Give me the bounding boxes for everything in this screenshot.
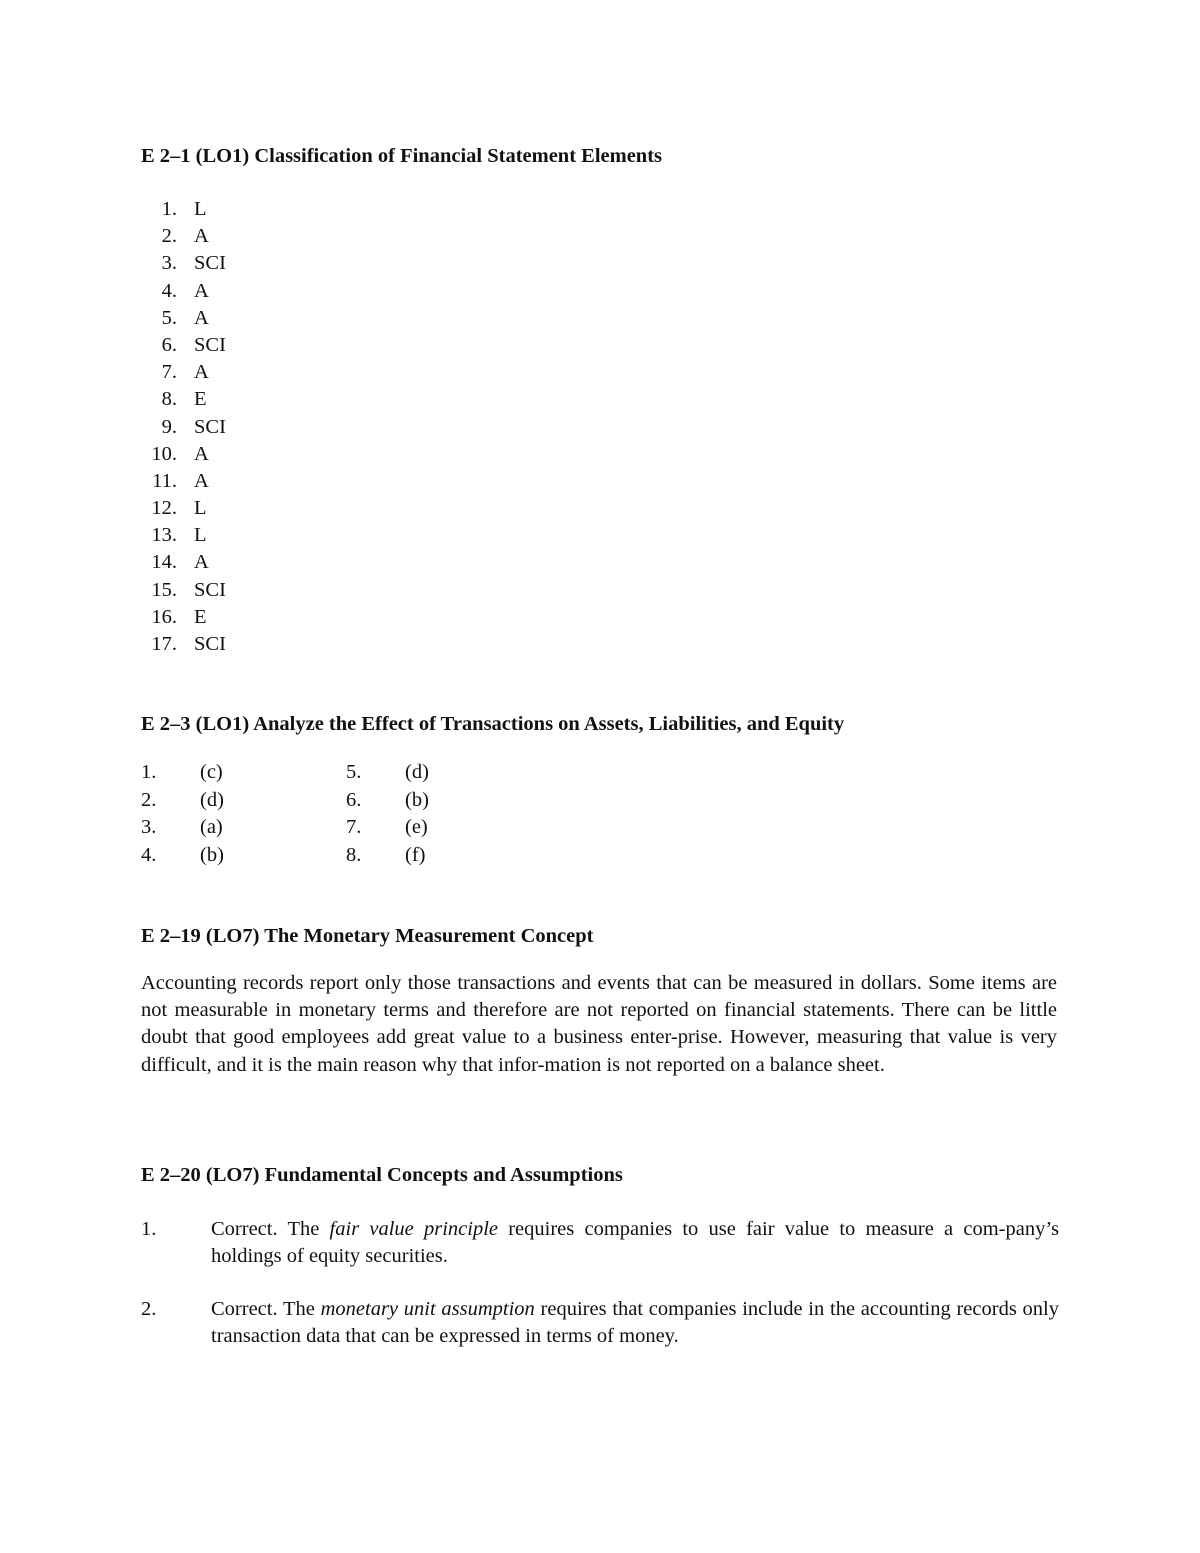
- item-text-rest: requires companies to use fair value to measure a com-pany’s holdings of equity securities.: [211, 1218, 1059, 1268]
- item-value: (f): [405, 843, 426, 866]
- list-item: [141, 250, 226, 277]
- list-item: [141, 278, 209, 305]
- classification-list: [141, 196, 226, 658]
- list-item: [141, 223, 209, 250]
- item-number: 8.: [161, 388, 177, 411]
- item-number: 1.: [141, 1218, 157, 1240]
- list-item: [141, 305, 209, 332]
- section-heading-e2-1: E 2–1 (LO1) Classification of Financial Statement Elements: [141, 145, 663, 167]
- item-value: (e): [405, 816, 428, 838]
- list-item: [141, 631, 226, 658]
- item-value: (d): [200, 788, 224, 811]
- item-number: 4.: [161, 279, 177, 302]
- item-number: 1.: [141, 761, 157, 783]
- item-text-lead: Correct. The: [211, 1218, 330, 1240]
- item-number: 14.: [151, 551, 177, 574]
- item-number: 5.: [346, 761, 362, 783]
- item-value: (b): [200, 843, 224, 866]
- list-item: [141, 495, 207, 522]
- item-value: A: [194, 279, 209, 302]
- list-item: [141, 577, 226, 604]
- list-item: [141, 196, 207, 223]
- item-number: 10.: [151, 442, 177, 465]
- item-number: 2.: [141, 1298, 157, 1320]
- item-value: SCI: [194, 415, 226, 438]
- item-number: 7.: [346, 816, 362, 838]
- item-number: 5.: [161, 306, 177, 329]
- monetary-paragraph: Accounting records report only those transactions and events that can be measured in dollars. Some items are not measurable in monetary terms and therefore are not reported on financial statements. There can be little doubt that good employees add great value to a business enter-prise. However, measuring that value is very difficult, and it is the main reason why that infor-mation is not reported on a balance sheet.: [141, 972, 1057, 1076]
- concept-term: fair value principle: [329, 1218, 499, 1240]
- item-value: A: [194, 442, 209, 465]
- item-number: 13.: [151, 524, 177, 547]
- item-text-lead: Correct. The: [211, 1298, 321, 1320]
- list-item: [141, 549, 209, 576]
- item-number: 3.: [141, 816, 157, 838]
- item-value: (a): [200, 816, 223, 838]
- item-value: A: [194, 306, 209, 329]
- item-value: L: [194, 497, 207, 520]
- item-number: 16.: [151, 605, 177, 628]
- section-heading-e2-19: E 2–19 (LO7) The Monetary Measurement Concept: [141, 925, 594, 947]
- item-number: 11.: [152, 469, 177, 492]
- item-value: SCI: [194, 333, 226, 356]
- item-text-rest: requires that companies include in the accounting records only transaction data that can be expressed in terms of money.: [211, 1298, 1059, 1348]
- item-number: 8.: [346, 843, 362, 866]
- item-number: 2.: [141, 788, 157, 811]
- item-number: 12.: [151, 497, 177, 520]
- list-item: [141, 386, 207, 413]
- item-text: [211, 1296, 1059, 1350]
- item-value: E: [194, 388, 207, 411]
- item-number: 17.: [151, 633, 177, 655]
- list-item: [141, 522, 207, 549]
- item-value: A: [194, 361, 209, 384]
- item-value: (b): [405, 788, 429, 811]
- list-item: [141, 604, 207, 631]
- item-value: E: [194, 605, 207, 628]
- item-number: 6.: [346, 788, 362, 811]
- item-number: 1.: [161, 198, 177, 220]
- list-item: [141, 468, 209, 495]
- item-number: 2.: [161, 225, 177, 248]
- item-number: 3.: [161, 252, 177, 275]
- item-number: 9.: [161, 415, 177, 438]
- item-value: SCI: [194, 252, 226, 275]
- list-item: [141, 414, 226, 441]
- item-value: SCI: [194, 633, 226, 655]
- item-value: A: [194, 469, 209, 492]
- section-heading-e2-3: E 2–3 (LO1) Analyze the Effect of Transactions on Assets, Liabilities, and Equity: [141, 713, 845, 735]
- item-value: SCI: [194, 578, 226, 601]
- item-value: (c): [200, 761, 223, 783]
- concept-term: monetary unit assumption: [320, 1298, 535, 1320]
- item-value: L: [194, 198, 207, 220]
- item-value: A: [194, 551, 209, 574]
- item-number: 7.: [161, 361, 177, 384]
- item-value: A: [194, 225, 209, 248]
- item-number: 4.: [141, 843, 157, 866]
- list-item: [141, 441, 209, 468]
- section-heading-e2-20: E 2–20 (LO7) Fundamental Concepts and Assumptions: [141, 1164, 623, 1186]
- list-item: [141, 359, 209, 386]
- item-number: 6.: [161, 333, 177, 356]
- item-text: [211, 1216, 1059, 1270]
- item-number: 15.: [151, 578, 177, 601]
- list-item: [141, 332, 226, 359]
- item-value: (d): [405, 761, 429, 783]
- item-value: L: [194, 524, 207, 547]
